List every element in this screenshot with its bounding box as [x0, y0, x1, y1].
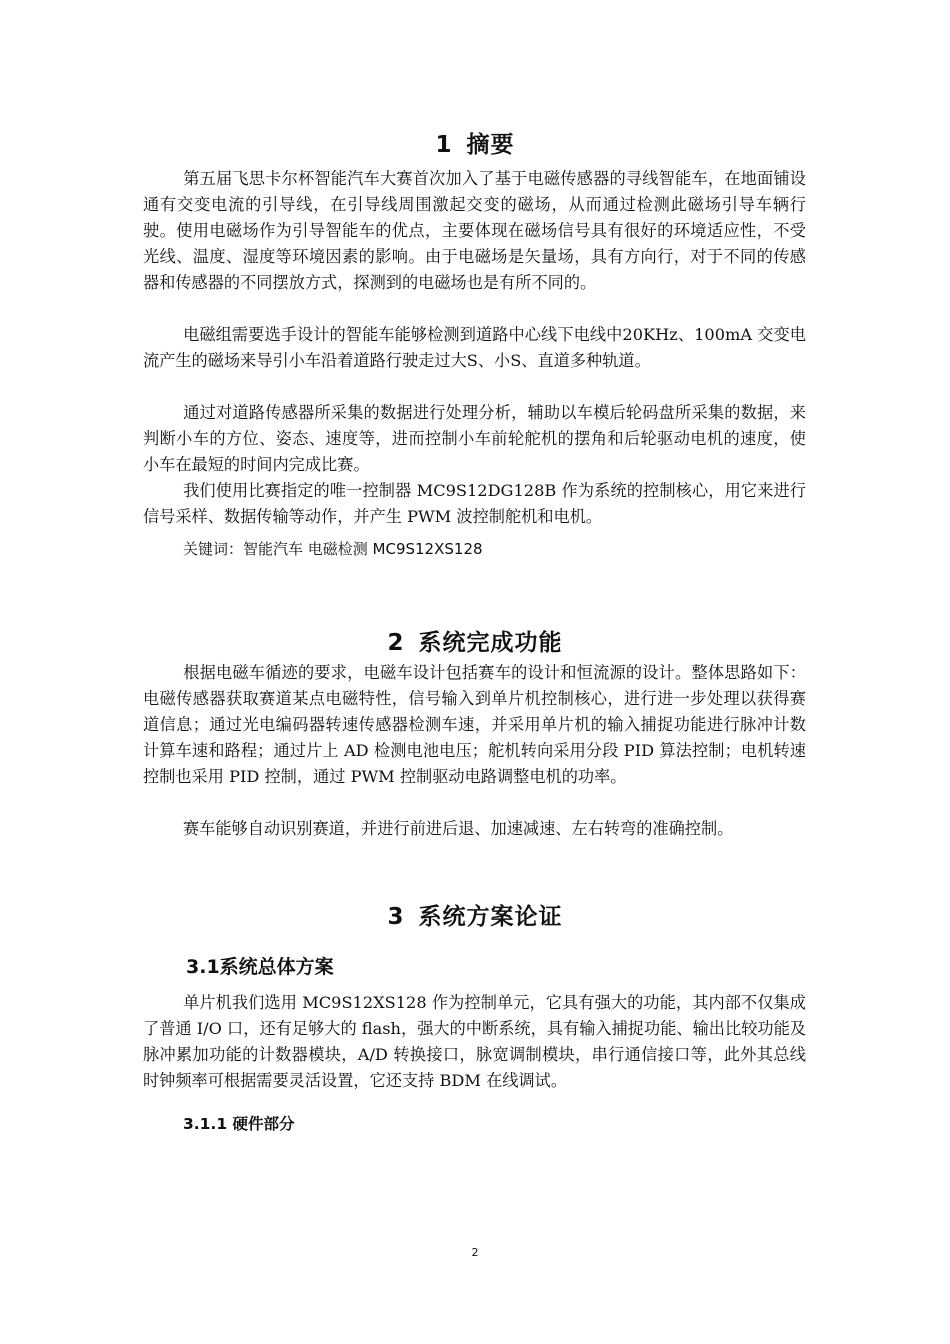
section-number: 3 — [387, 904, 405, 930]
paragraph — [143, 322, 806, 374]
paragraph — [143, 660, 806, 790]
paragraph — [143, 816, 806, 842]
section-3-heading — [0, 898, 950, 931]
paragraph-text: 赛车能够自动识别赛道，并进行前进后退、加速减速、左右转弯的准确控制。 — [183, 819, 734, 838]
page-number: 2 — [471, 1246, 479, 1259]
paragraph — [143, 478, 806, 530]
paragraph-text: 电磁组需要选手设计的智能车能够检测到道路中心线下电线中20KHz、100mA 交变电流产生的磁场来导引小车沿着道路行驶走过大S、小S、直道多种轨道。 — [143, 325, 806, 370]
section-number: 1 — [435, 132, 453, 158]
paragraph — [143, 400, 806, 478]
section-1-heading — [0, 126, 950, 159]
subsection-heading: 3.1系统总体方案 — [186, 956, 334, 978]
section-title: 系统方案论证 — [418, 904, 563, 930]
section-title: 摘要 — [466, 132, 515, 158]
keywords: 关键词：智能汽车 电磁检测 MC9S12XS128 — [183, 540, 483, 558]
section-number: 2 — [387, 630, 405, 656]
paragraph-text: 根据电磁车循迹的要求，电磁车设计包括赛车的设计和恒流源的设计。整体思路如下：电磁传感器获取赛道某点电磁特性，信号输入到单片机控制核心，进行进一步处理以获得赛道信息；通过光电编码器转速传感器检测车速，并采用单片机的输入捕捉功能进行脉冲计数计算车速和路程；通过片上 AD 检测电池电压；舵机转向采用分段 PID 算法控制；电机转速控制也采用 PID 控制，通过 PWM 控制驱动电路调整电机的功率。 — [143, 663, 806, 786]
section-2-heading — [0, 624, 950, 657]
paragraph-text: 第五届飞思卡尔杯智能汽车大赛首次加入了基于电磁传感器的寻线智能车，在地面铺设通有交变电流的引导线，在引导线周围激起交变的磁场，从而通过检测此磁场引导车辆行驶。使用电磁场作为引导智能车的优点，主要体现在磁场信号具有很好的环境适应性，不受光线、温度、湿度等环境因素的影响。由于电磁场是矢量场，具有方向行，对于不同的传感器和传感器的不同摆放方式，探测到的电磁场也是有所不同的。 — [143, 169, 806, 292]
paragraph — [143, 990, 806, 1094]
subsubsection-heading: 3.1.1 硬件部分 — [183, 1115, 295, 1133]
paragraph-text: 我们使用比赛指定的唯一控制器 MC9S12DG128B 作为系统的控制核心，用它来进行信号采样、数据传输等动作，并产生 PWM 波控制舵机和电机。 — [143, 481, 806, 526]
paragraph-text: 通过对道路传感器所采集的数据进行处理分析，辅助以车模后轮码盘所采集的数据，来判断小车的方位、姿态、速度等，进而控制小车前轮舵机的摆角和后轮驱动电机的速度，使小车在最短的时间内完成比赛。 — [143, 403, 806, 474]
paragraph-text: 单片机我们选用 MC9S12XS128 作为控制单元，它具有强大的功能，其内部不仅集成了普通 I/O 口，还有足够大的 flash，强大的中断系统，具有输入捕捉功能、输出比较功能及脉冲累加功能的计数器模块，A/D 转换接口，脉宽调制模块，串行通信接口等，此外其总线时钟频率可根据需要灵活设置，它还支持 BDM 在线调试。 — [143, 993, 806, 1090]
paragraph — [143, 166, 806, 296]
section-title: 系统完成功能 — [418, 630, 563, 656]
